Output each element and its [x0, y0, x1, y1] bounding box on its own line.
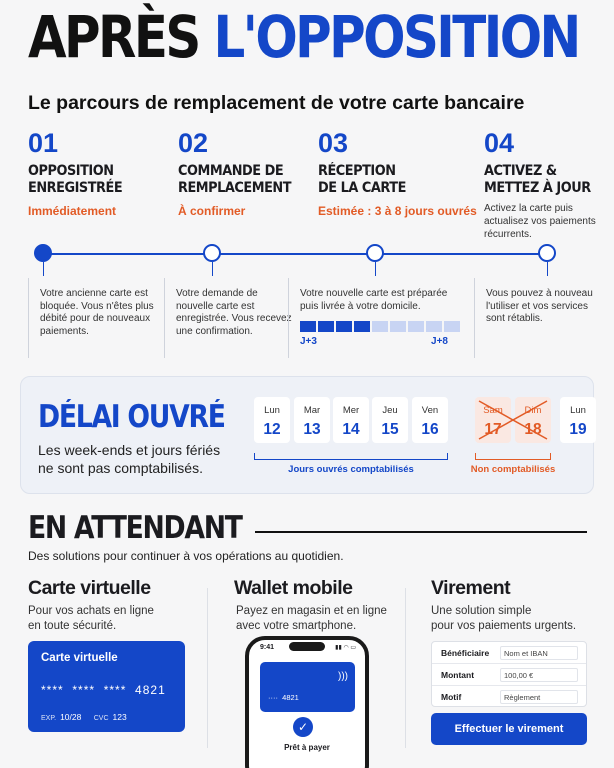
divider [255, 531, 587, 533]
timeline-dot-3 [366, 244, 384, 262]
delay-description-line: ne sont pas comptabilisés. [38, 460, 203, 476]
progress-segment [372, 321, 388, 332]
day-name: Lun [264, 405, 280, 416]
step-title [178, 163, 316, 197]
day-number: 13 [303, 421, 321, 438]
card-details [41, 712, 137, 722]
description-line: Payez en magasin et en ligne [236, 605, 387, 617]
phone-time: 9:41 [260, 644, 275, 651]
not-counted-label: Non comptabilisés [470, 464, 556, 475]
form-row [432, 686, 586, 708]
description-line: Une solution simple [431, 605, 532, 617]
form-row [432, 664, 586, 686]
step-title [318, 163, 456, 197]
timeline-dot-1 [34, 244, 52, 262]
step-title-line: ACTIVEZ & [484, 163, 557, 179]
wallet-title: Wallet mobile [234, 577, 353, 599]
progress-segment [354, 321, 370, 332]
step-3 [318, 128, 477, 218]
progress-segment [444, 321, 460, 332]
progress-end-label: J+8 [431, 336, 448, 347]
wallet-card-number: ···· 4821 [268, 693, 299, 702]
timeline-line [40, 253, 552, 255]
delay-description-line: Les week-ends et jours fériés [38, 442, 221, 458]
step-4-description: Vous pouvez à nouveau l'utiliser et vos services sont rétablis. [474, 278, 599, 358]
step-title-line: OPPOSITION [28, 163, 114, 179]
transfer-title: Virement [431, 577, 511, 599]
progress-segment [390, 321, 406, 332]
title-blue: L'OPPOSITION [213, 3, 579, 71]
transfer-description [431, 604, 576, 634]
day-cell [254, 397, 290, 443]
step-status: Estimée : 3 à 8 jours ouvrés [318, 204, 477, 218]
step-status: Immédiatement [28, 204, 117, 218]
day-number: 17 [484, 421, 502, 438]
phone-status-icons: ▮▮ ◠ ▭ [335, 645, 356, 651]
timeline-tick [547, 262, 548, 276]
wallet-description [236, 604, 387, 634]
step-1-description: Votre ancienne carte est bloquée. Vous n'êtes plus débité pour de nouveaux paiements. [28, 278, 158, 358]
contactless-icon: ))) [338, 671, 348, 682]
day-number: 18 [524, 421, 542, 438]
beneficiary-field[interactable]: Nom et IBAN [500, 646, 578, 660]
field-label: Montant [441, 670, 475, 680]
day-cell [333, 397, 369, 443]
day-name: Jeu [382, 405, 398, 416]
title-dark: APRÈS [28, 3, 199, 71]
step-3-text: Votre nouvelle carte est préparée puis livrée à votre domicile. [300, 288, 448, 312]
phone-notch [289, 642, 325, 651]
page-title [28, 3, 579, 71]
step-title [484, 163, 594, 197]
virtual-card-title: Carte virtuelle [28, 577, 151, 599]
ready-label: Prêt à payer [284, 743, 330, 752]
step-2 [178, 130, 328, 218]
progress-segment [300, 321, 316, 332]
waiting-title: EN ATTENDANT [28, 510, 242, 546]
delay-title: DÉLAI OUVRÉ [38, 399, 225, 435]
day-number: 19 [569, 421, 587, 438]
smartphone [245, 636, 369, 768]
step-status: À confirmer [178, 204, 246, 218]
step-number: 02 [178, 128, 209, 158]
column-divider [207, 588, 208, 748]
day-name: Mer [342, 405, 360, 416]
cvc-label: CVC [93, 715, 109, 722]
field-label: Bénéficiaire [441, 648, 490, 658]
step-number: 03 [318, 128, 349, 158]
delay-description [38, 441, 220, 477]
description-line: Pour vos achats en ligne [28, 605, 154, 617]
amount-field[interactable]: 100,00 € [500, 668, 578, 682]
progress-segment [408, 321, 424, 332]
not-counted-bracket [475, 453, 551, 460]
card-number: **** **** **** 4821 [41, 683, 166, 697]
day-name: Ven [421, 405, 439, 416]
step-title [28, 163, 166, 197]
step-2-description: Votre demande de nouvelle carte est enregistrée. Vous recevez une confirmation. [164, 278, 294, 358]
progress-labels [300, 336, 448, 349]
timeline-tick [43, 262, 44, 276]
step-number: 01 [28, 128, 59, 158]
day-cell [372, 397, 408, 443]
day-number: 16 [421, 421, 439, 438]
step-title-line: ENREGISTRÉE [28, 180, 123, 196]
step-title-line: RÉCEPTION [318, 163, 396, 179]
progress-segment [336, 321, 352, 332]
step-4 [484, 130, 604, 241]
timeline-dot-2 [203, 244, 221, 262]
step-3-description [288, 278, 463, 358]
timeline-dot-4 [538, 244, 556, 262]
exp-label: EXP. [41, 715, 57, 722]
step-title-line: METTEZ À JOUR [484, 180, 591, 196]
day-cell [560, 397, 596, 443]
day-name: Mar [303, 405, 321, 416]
step-title-line: DE LA CARTE [318, 180, 406, 196]
timeline-tick [212, 262, 213, 276]
virtual-card-description [28, 604, 154, 634]
counted-bracket [254, 453, 448, 460]
description-line: avec votre smartphone. [236, 620, 357, 632]
step-1 [28, 130, 178, 218]
day-number: 12 [263, 421, 281, 438]
business-days-panel [20, 376, 594, 494]
check-icon: ✓ [293, 717, 313, 737]
wallet-card[interactable] [260, 662, 355, 712]
day-cell [412, 397, 448, 443]
day-number: 15 [381, 421, 399, 438]
virtual-card [28, 641, 185, 732]
progress-segment [318, 321, 334, 332]
field-label: Motif [441, 692, 462, 702]
day-name: Lun [570, 405, 586, 416]
cross-out-icon [475, 397, 551, 443]
transfer-form [431, 641, 587, 707]
description-line: en toute sécurité. [28, 620, 117, 632]
day-name: Dim [524, 405, 542, 416]
day-cell [294, 397, 330, 443]
transfer-button[interactable]: Effectuer le virement [431, 713, 587, 745]
step-title-line: COMMANDE DE [178, 163, 284, 179]
waiting-subtitle: Des solutions pour continuer à vos opérations au quotidien. [28, 549, 344, 563]
cvc-value: 123 [112, 712, 127, 722]
card-name: Carte virtuelle [41, 652, 118, 664]
delivery-progress-bar [300, 321, 463, 332]
progress-start-label: J+3 [300, 336, 317, 347]
page-subtitle: Le parcours de remplacement de votre carte bancaire [28, 92, 525, 114]
day-number: 14 [342, 421, 360, 438]
reason-field[interactable]: Règlement [500, 690, 578, 704]
step-number: 04 [484, 128, 515, 158]
form-row [432, 642, 586, 664]
step-title-line: REMPLACEMENT [178, 180, 292, 196]
description-line: pour vos paiements urgents. [431, 620, 577, 632]
exp-value: 10/28 [60, 712, 82, 722]
timeline-tick [375, 262, 376, 276]
day-name: Sam [483, 405, 503, 416]
column-divider [405, 588, 406, 748]
progress-segment [426, 321, 442, 332]
step-detail: Activez la carte puis actualisez vos paiements récurrents. [484, 203, 596, 240]
counted-label: Jours ouvrés comptabilisés [288, 464, 414, 475]
